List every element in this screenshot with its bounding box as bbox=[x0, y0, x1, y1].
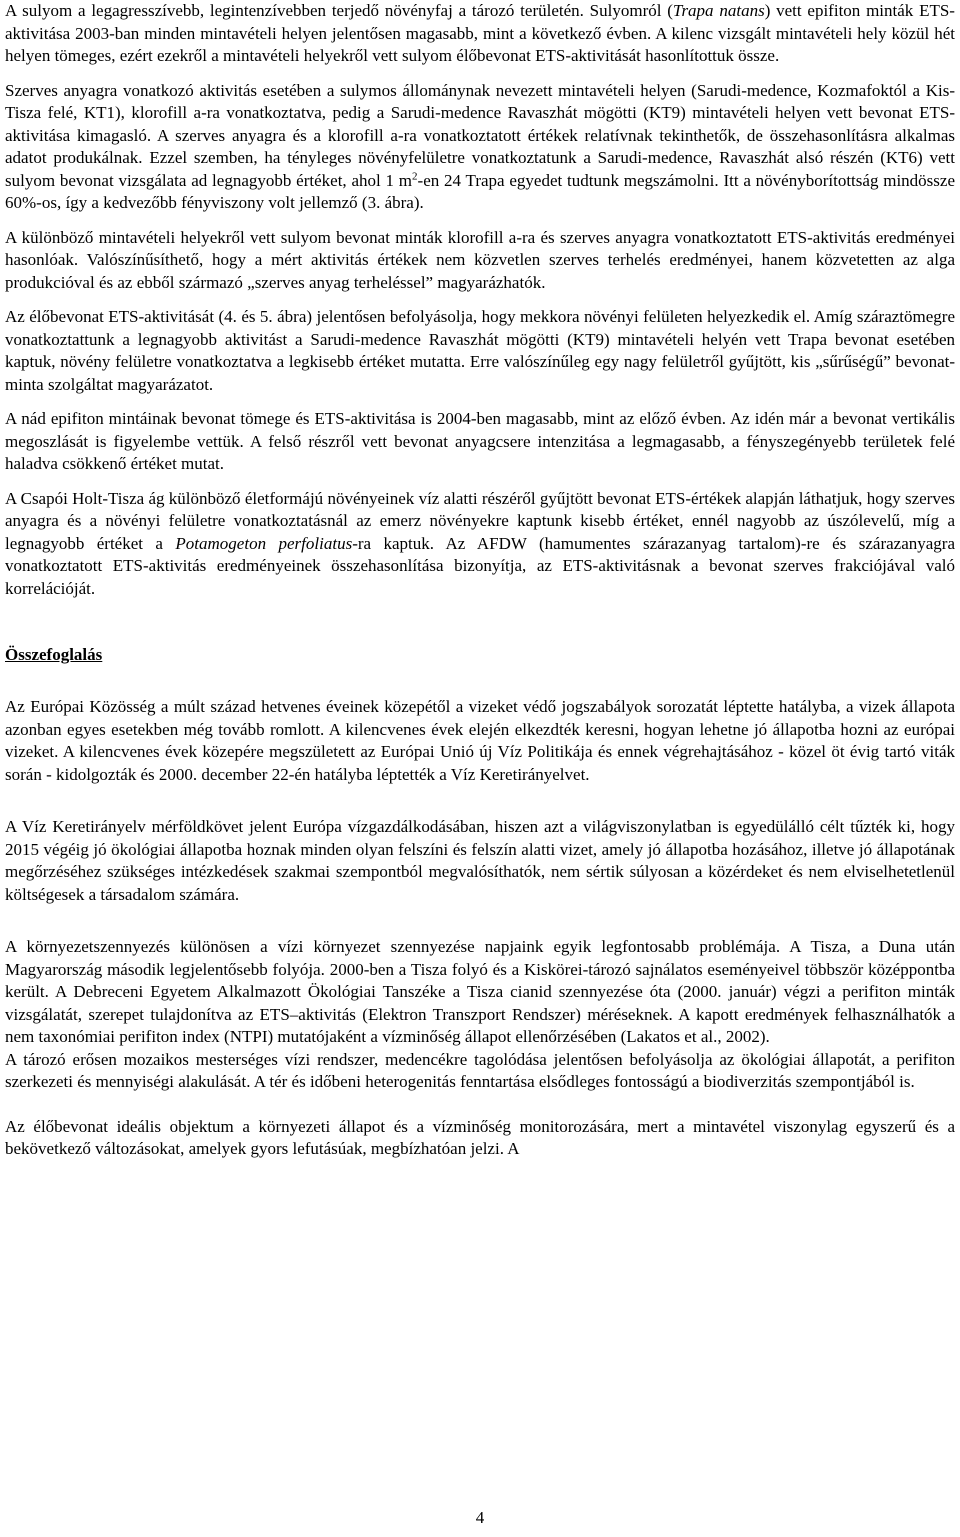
paragraph-pollution-tisza: A környezetszennyezés különösen a vízi környezet szennyezése napjaink egyik legfontosabb problémája. A Tisza, a Duna után Magyarország második legjelentősebb folyója. 2000-ben a Tisza folyó és a Kiskörei-tározó sajnálatos eseményeivel többször középpontba került. A Debreceni Egyetem Alkalmazott Ökológiai Tanszéke a Tisza cianid szennyezése óta (2000. január) végzi a perifiton minták vizsgálatát, szerepet tulajdonítva az ETS–aktivitás (Elektron Transzport Rendszer) méréseknek. A kapott eredmények felhasználhatók a nem taxonómiai perifiton index (NTPI) mutatójaként a vízminőség állapot ellenőrzésében (Lakatos et al., 2002). bbox=[5, 937, 955, 1046]
section-heading-summary: Összefoglalás bbox=[5, 645, 103, 664]
page-number: 4 bbox=[475, 1508, 485, 1527]
paragraph-eu-water-policy: Az Európai Közösség a múlt század hetvenes éveinek közepétől a vizeket védő jogszabályok sorozatát léptette hatályba, a vizek állapota azonban egyes esetekben még tovább romlott. A kilencvenes évek elején elkezdték keresni, hogyan lehetne jó állapotba hozni az európai vizeket. A kilencvenes évek közepére megszületett az Európai Unió új Víz Politikája és ennek végrehajtásához - közel öt évig tartó viták során - kidolgozták és 2000. december 22-én hatályba léptették a Víz Keretirányelvet. bbox=[5, 697, 955, 784]
paragraph-surface-influence: Az élőbevonat ETS-aktivitását (4. és 5. ábra) jelentősen befolyásolja, hogy mekkora növényi felületen helyezkedik el. Amíg száraztömegre vonatkoztattunk a legnagyobb aktivitást a Sarudi-medence Ravaszhát mögötti (KT9) mintavételi helyén vett Trapa bevonat esetében kaptuk, növény felületre vonatkoztatva a legkisebb értéket mutatta. Erre valószínűleg egy nagy felületről gyűjtött, kis „sűrűségű” bevonat-minta szolgáltat magyarázatot. bbox=[5, 307, 955, 394]
species-name-trapa: Trapa natans bbox=[672, 1, 765, 20]
species-name-potamogeton: Potamogeton perfoliatus bbox=[175, 533, 353, 553]
paragraph-chlorophyll-results: A különböző mintavételi helyekről vett sulyom bevonat minták klorofill a-ra és szerves anyagra vonatkoztatott ETS-aktivitás eredményei hasonlóak. Valószínűsíthető, hogy a mért aktivitás értékek nem közvetlen szerves terhelés eredményei, hanem közvetetten az alga produkcióval és az ebből származó „szerves anyag terheléssel” magyarázhatók. bbox=[5, 227, 955, 292]
paragraph-biofilm-monitoring: Az élőbevonat ideális objektum a környezeti állapot és a vízminőség monitorozására, mert a mintavétel viszonylag egyszerű és a bekövetkező változásokat, amelyek gyors lefutásúak, megbízhatóan jelzi. A bbox=[5, 1116, 955, 1158]
paragraph-water-framework: A Víz Keretirányelv mérföldkövet jelent Európa vízgazdálkodásában, hiszen azt a világviszonylatban is egyedülálló célt tűzték ki, hogy 2015 végéig jó ökológiai állapotba hoznak minden olyan felszíni és felszín alatti vizet, amely jó állapotba hozásához, illetve jó állapotának megőrzéséhez szükséges intézkedések szakmai szempontból megvalósíthatók, nem sértik súlyosan a közérdeket és nem elviselhetetlenül költségesek a társadalom számára. bbox=[5, 817, 955, 904]
paragraph-reservoir-mosaic: A tározó erősen mozaikos mesterséges vízi rendszer, medencékre tagolódása jelentősen befolyásolja az ökológiai állapotát, a perifiton szerkezeti és mennyiségi alakulását. A tér és időbeni heterogenitás fenntartása elsődleges fontosságú a biodiverzitás szempontjából is. bbox=[5, 1049, 955, 1091]
paragraph-reed-epiphyton: A nád epifiton mintáinak bevonat tömege és ETS-aktivitása is 2004-ben magasabb, mint az előző évben. Az idén már a bevonat vertikális megoszlását is figyelembe vettük. A felső részről vett bevonat anyagcsere intenzitása a legmagasabb, a fényszegényebb területek felé haladva csökkenő értéket mutat. bbox=[5, 409, 955, 473]
paragraph-organic-activity: Szerves anyagra vonatkozó aktivitás esetében a sulymos állománynak nevezett mintavételi helyen (Sarudi-medence, Kozmafoktól a Kis-Tisza felé, KT1), klorofill a-ra vonatkoztatva, pedig a Sarudi-medence Ravaszhát mögötti (KT9) mintavételi helyen vett bevonat ETS-aktivitása kimagasló. A szerves anyagra és a klorofill a-ra vonatkoztatott értékek relatívnak tekinthetők, de összehasonlításra alkalmas adatot produkálnak. Ezzel szemben, ha tényleges növényfelületre vonatkoztatunk a Sarudi-medence, Ravaszhát alsó részén (KT6) vett sulyom bevonat vizsgálata ad legnagyobb értéket, ahol 1 $m^2-en$ 24 Trapa egyedet tudtunk megszámolni. Itt a növényborítottság mindössze 60%-os, így a kedvezőbb fényviszony volt jellemző (3. ábra). bbox=[5, 80, 956, 212]
paragraph-csapoi-holt-tisza: A Csapói Holt-Tisza ág különböző életformájú növényeinek víz alatti részéről gyűjtött bevonat ETS-értékek alapján láthatjuk, hogy szerves anyagra és a növényi felületre vonatkoztatásnál az emerz növényekre kaptunk kisebb értéket, ennél nagyobb az úszólevelű, míg a legnagyobb értéket a Potamogeton perfoliatus-ra kaptuk. Az AFDW (hamumentes szárazanyag tartalom)-re és szárazanyagra vonatkoztatott ETS-aktivitás eredményeinek összehasonlítása bizonyítja, az ETS-aktivitásnak a bevonat szerves frakciójával való korrelációját. bbox=[5, 488, 955, 598]
document-page bbox=[5, 0, 955, 1161]
superscript: 2 bbox=[412, 169, 418, 182]
paragraph-trapa-intro: A sulyom a legagresszívebb, legintenzívebben terjedő növényfaj a tározó területén. Sulyomról (Trapa natans) vett epifiton minták ETS-aktivitása 2003-ban minden mintavételi helyen jelentősen magasabb, mint a következő évben. A kilenc vizsgált mintavételi hely közül hét helyen tömeges, ezért ezekről a mintavételi helyekről vett sulyom élőbevonat ETS-aktivitását hasonlítottuk össze. bbox=[5, 1, 955, 65]
